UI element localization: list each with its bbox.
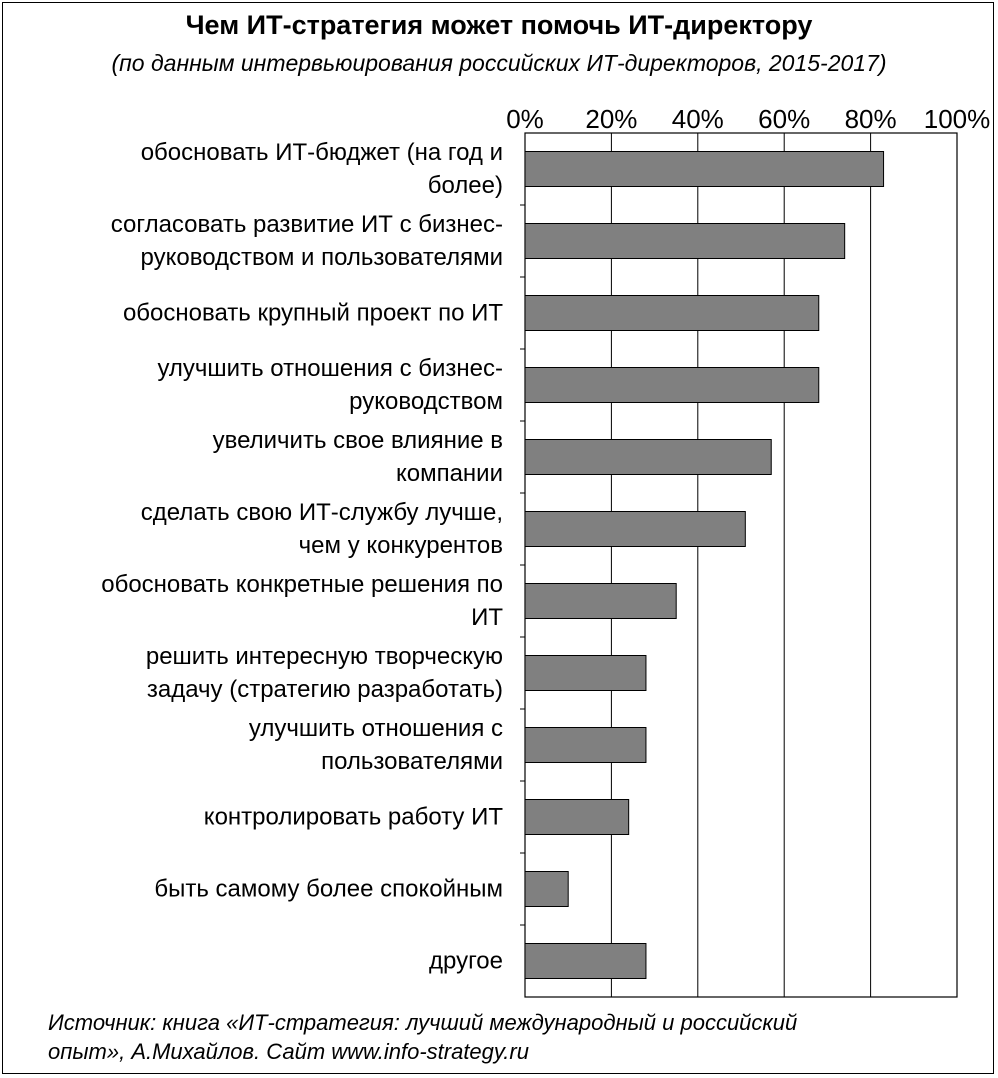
category-label: компании bbox=[395, 460, 503, 487]
category-labels bbox=[101, 139, 503, 975]
category-label: быть самому более спокойным bbox=[154, 875, 503, 903]
x-tick-label: 40% bbox=[671, 104, 724, 134]
x-tick-labels bbox=[506, 104, 990, 134]
category-label: другое bbox=[428, 947, 503, 975]
bar bbox=[525, 944, 646, 979]
source-note bbox=[48, 1008, 948, 1066]
bar bbox=[525, 440, 771, 475]
plot-area-border bbox=[525, 133, 957, 997]
bar bbox=[525, 296, 819, 331]
category-label: обосновать конкретные решения по bbox=[101, 571, 503, 598]
category-label: более) bbox=[427, 172, 503, 199]
chart-subtitle: (по данным интервьюирования российских ИТ-директоров, 2015-2017) bbox=[111, 50, 887, 76]
bar bbox=[525, 224, 845, 259]
category-label: увеличить свое влияние в bbox=[212, 427, 503, 454]
category-label: пользователями bbox=[321, 748, 503, 775]
x-tick-label: 60% bbox=[758, 104, 811, 134]
bar bbox=[525, 728, 646, 763]
bar bbox=[525, 800, 629, 835]
bar bbox=[525, 512, 745, 547]
x-tick-label: 100% bbox=[923, 104, 991, 134]
category-label: руководством bbox=[349, 388, 503, 415]
bar bbox=[525, 584, 676, 619]
category-label: сделать свою ИТ-службу лучше, bbox=[140, 499, 503, 526]
bar bbox=[525, 368, 819, 403]
grid-lines bbox=[520, 133, 957, 997]
x-tick-label: 0% bbox=[506, 104, 544, 134]
bar bbox=[525, 656, 646, 691]
bar bbox=[525, 152, 884, 187]
x-tick-label: 80% bbox=[844, 104, 897, 134]
category-label: согласовать развитие ИТ с бизнес- bbox=[110, 211, 503, 238]
category-label: решить интересную творческую bbox=[145, 643, 503, 670]
category-label: обосновать ИТ-бюджет (на год и bbox=[140, 139, 503, 166]
category-label: руководством и пользователями bbox=[140, 244, 503, 271]
category-label: чем у конкурентов bbox=[298, 532, 503, 559]
source-line-2: опыт», А.Михайлов. Сайт www.info-strategy.ru bbox=[48, 1039, 529, 1064]
category-label: задачу (стратегию разработать) bbox=[146, 676, 503, 703]
category-label: обосновать крупный проект по ИТ bbox=[122, 299, 503, 327]
chart-title: Чем ИТ-стратегия может помочь ИТ-директору bbox=[185, 10, 813, 40]
category-label: улучшить отношения с бизнес- bbox=[157, 355, 503, 382]
category-label: улучшить отношения с bbox=[248, 715, 503, 742]
bar bbox=[525, 872, 568, 907]
x-tick-label: 20% bbox=[585, 104, 638, 134]
category-label: ИТ bbox=[471, 604, 503, 631]
source-line-1: Источник: книга «ИТ-стратегия: лучший международный и российский bbox=[48, 1010, 798, 1035]
category-label: контролировать работу ИТ bbox=[203, 803, 503, 831]
bars bbox=[525, 152, 884, 979]
